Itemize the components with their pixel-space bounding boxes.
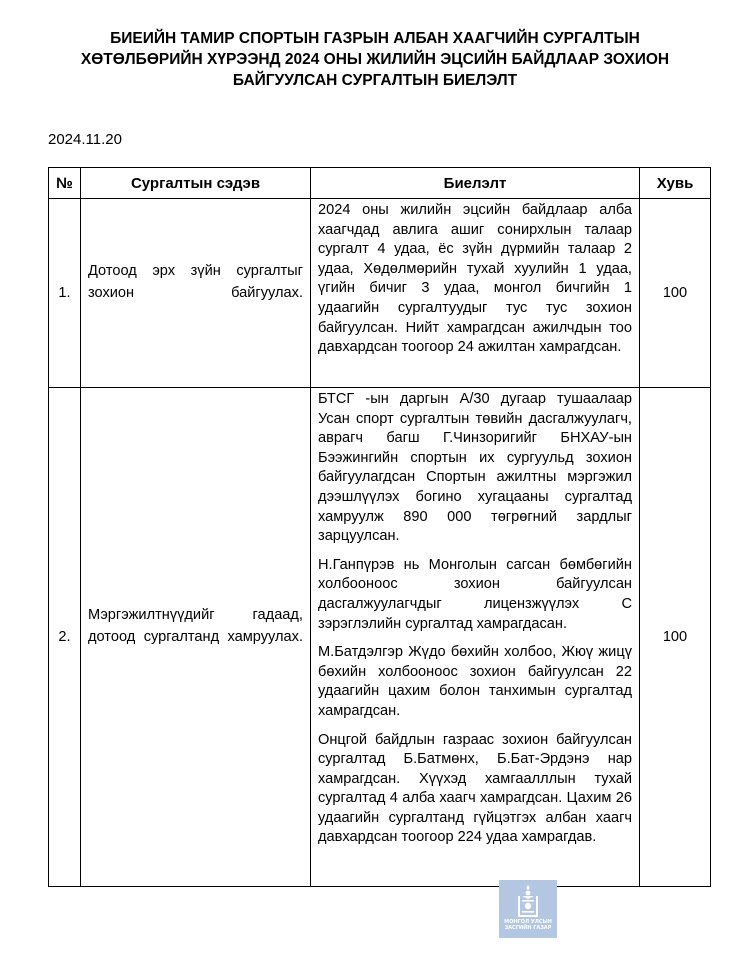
result-paragraph: БТСГ -ын даргын А/30 дугаар тушаалаар Усан спорт сургалтын төвийн дасгалжуулагч, аврагч багш Г.Чинзоригийг БНХАУ-ын Бээжингийн спортын их сургуульд зохион байгуулагдсан Спортын ажилтны мэргэжил дээшлүүлэх богино хугацааны сургалтад хамруулж 890 000 төгрөгний зардлыг зарцуулсан. (318, 391, 632, 545)
row-result (311, 199, 640, 388)
row-percent: 100 (640, 388, 711, 887)
result-paragraph: Онцгой байдлын газраас зохион байгуулсан сургалтад Б.Батмөнх, Б.Бат-Эрдэнэ нар хамрагдсан. Хүүхэд хамгаалллын тухай сургалтад 4 алба хаагч хамрагдсан. Цахим 26 удаагийн сургалтанд гүйцэтгэх албан хаагч давхардсан тоогоор 224 удаа хамрагдав. (318, 731, 632, 846)
row-result (311, 388, 640, 887)
logo-text: МОНГОЛ УЛСЫН ЗАСГИЙН ГАЗАР (504, 919, 552, 931)
result-paragraph: М.Батдэлгэр Жүдо бөхийн холбоо, Жюү жицү бөхийн холбооноос зохион байгуулсан 22 удаагийн цахим болон танхимын сургалтад хамрагдсан. (318, 644, 632, 719)
table-row (49, 388, 711, 887)
header-topic: Сургалтын сэдэв (81, 168, 311, 199)
row-topic: Дотоод эрх зүйн сургалтыг зохион байгуулах. (81, 199, 311, 388)
result-paragraph: 2024 оны жилийн эцсийн байдлаар алба хаагчдад авлига ашиг сонирхлын талаар сургалт 4 удаа, ёс зүйн дүрмийн талаар 2 удаа, Хөдөлмөрийн тухай хуулийн 1 удаа, үгийн бичиг 3 удаа, монгол бичгийн 1 удаагийн сургалтуудыг тус тус зохион байгуулсан. Нийт хамрагдсан ажилчдын тоо давхардсан тоогоор 24 ажилтан хамрагдсан. (318, 202, 632, 356)
soyombo-emblem-icon (515, 884, 541, 918)
government-logo (499, 880, 557, 938)
header-percent: Хувь (640, 168, 711, 199)
document-date: 2024.11.20 (48, 131, 122, 148)
row-number: 2. (49, 388, 81, 887)
row-percent: 100 (640, 199, 711, 388)
row-topic: Мэргэжилтнүүдийг гадаад, дотоод сургалтанд хамруулах. (81, 388, 311, 887)
result-paragraph: Н.Ганпүрэв нь Монголын сагсан бөмбөгийн холбооноос зохион байгуулсан дасгалжуулагчдыг лицензжүүлэх С зэрэглэлийн сургалтад хамрагдасан. (318, 556, 632, 632)
training-table (48, 167, 711, 887)
header-number: № (49, 168, 81, 199)
table-header-row (49, 168, 711, 199)
header-result: Биелэлт (311, 168, 640, 199)
table-row (49, 199, 711, 388)
row-number: 1. (49, 199, 81, 388)
document-title: БИЕИЙН ТАМИР СПОРТЫН ГАЗРЫН АЛБАН ХААГЧИЙН СУРГАЛТЫН ХӨТӨЛБӨРИЙН ХҮРЭЭНД 2024 ОНЫ ЖИЛИЙН ЭЦСИЙН БАЙДЛААР ЗОХИОН БАЙГУУЛСАН СУРГАЛТЫН БИЕЛЭЛТ (80, 30, 670, 89)
